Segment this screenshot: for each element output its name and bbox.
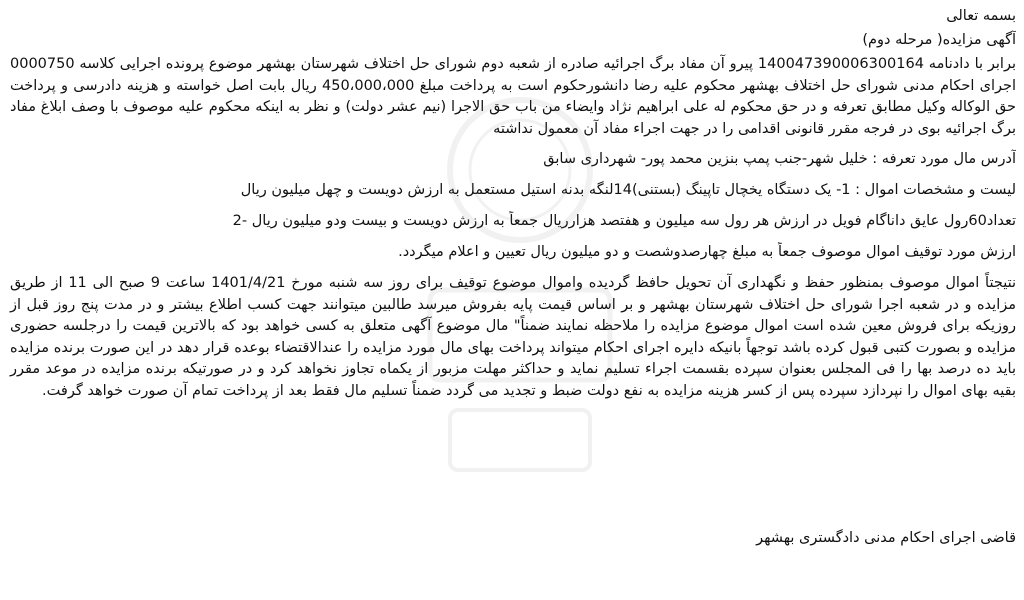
seized-value-total: ارزش مورد توقیف اموال موصوف جمعاً به مبلغ چهارصدوشصت و دو میلیون ریال تعیین و اعلام میگردد. (398, 244, 1016, 260)
judge-signature: قاضی اجرای احکام مدنی دادگستری بهشهر (756, 530, 1016, 546)
property-item-2: تعداد60رول عایق داناگام فویل در ارزش هر رول سه میلیون و هفتصد هزارریال جمعاً به ارزش دویست و بیست ودو میلیون ریال -2 (232, 213, 1016, 229)
property-item-1: لیست و مشخصات اموال : 1- یک دستگاه یخچال تاپینگ (بستنی)14لنگه بدنه استیل مستعمل به ارزش دویست و چهل میلیون ریال (240, 182, 1016, 198)
conclusion-paragraph: نتیجتاً اموال موصوف بمنظور حفظ و نگهداری آن تحویل حافظ گردیده واموال موضوع توقیف برای روز سه شنبه مورخ 1401/4/21 ساعت 9 صبح الی 11 از طریق مزایده و در شعبه اجرا شورای حل اختلاف شهرستان بهشهر و بر اساس قیمت پایه بفروش میرسد طالبین میتوانند جهت کسب اطلاع بیشتر و در مدت پنج روز قبل از روزیکه برای فروش معین شده است اموال موضوع مزایده را ملاحظه نمایند ضمناً" مال موضوع آگهی متعلق به کسی خواهد بود که بالاترین قیمت را درجلسه حضوری مزایده و بصورت کتبی قبول کرده باشد توجهاً بانیکه دایره اجرای احکام میتواند پرداخت بهای مال مورد مزایده را عندالاقتضاء بوعده قرار دهد در این صورت برنده مزایده باید ده درصد بها را فی المجلس بعنوان سپرده بقسمت اجراء تسلیم نماید و حداکثر مهلت مزبور از یکماه تجاوز نخواهد کرد و در صورتیکه برنده مزایده در موعد مقرر بقیه بهای اموال را نپردازد سپرده پس از کسر هزینه مزایده به نفع دولت ضبط و تجدید می گردد ضمناً تسلیم مال فقط بعد از پرداخت تمام آن صورت خواهد گرفت. (10, 275, 1016, 399)
document-title: آگهی مزایده( مرحله دوم) (862, 32, 1016, 48)
document-heading: بسمه تعالی (946, 8, 1016, 24)
intro-paragraph: برابر با دادنامه 140047390006300164 پیرو آن مفاد برگ اجرائیه صادره از شعبه دوم شورای حل اختلاف شهرستان بهشهر موضوع پرونده اجرایی کلاسه 0000750 اجرای احکام مدنی شورای حل اختلاف بهشهر محکوم علیه رضا دانشورحکوم است به پرداخت مبلغ 450،000،000 ریال بابت اصل خواسته و هزینه دادرسی و پرداخت حق الوکاله وکیل مطابق تعرفه و در حق محکوم له علی ابراهیم نژاد وایضاء من باب حق الاجرا (نیم عشر دولت) و نظر به اینکه محکوم علیه موصوف با وصف ابلاغ مفاد برگ اجرائیه بوی در فرجه مقرر قانونی اقدامی را در جهت اجراء مفاد آن معمول نداشته (10, 56, 1016, 137)
property-address: آدرس مال مورد تعرفه : خلیل شهر-جنب پمپ بنزین محمد پور- شهرداری سابق (543, 151, 1016, 167)
